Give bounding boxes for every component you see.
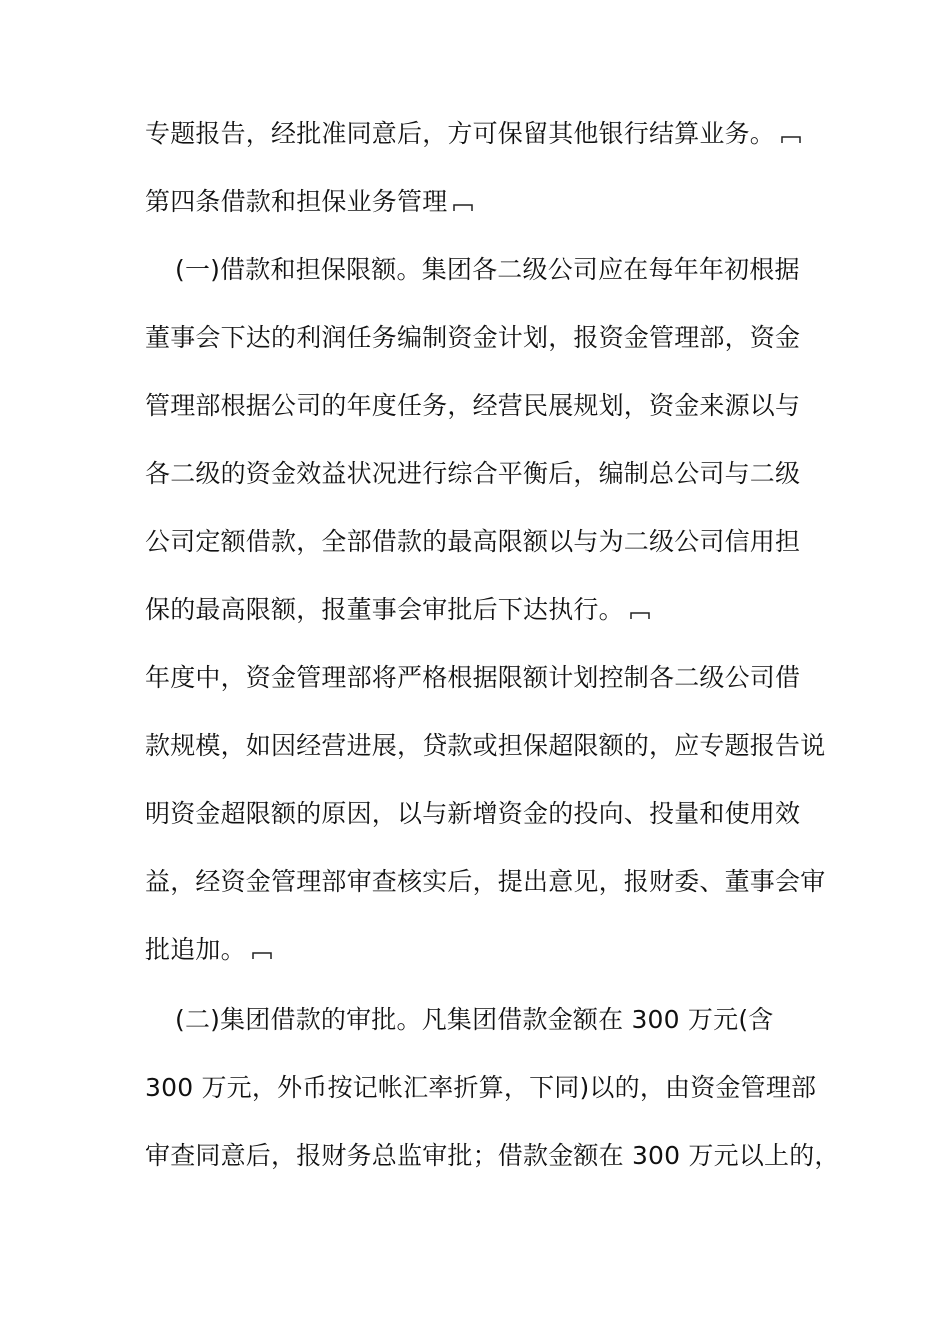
section-heading (145, 185, 473, 219)
line-text: 管理部根据公司的年度任务，经营民展规划，资金来源以与 (145, 391, 801, 420)
text-line (145, 661, 800, 695)
line-text: 专题报告，经批准同意后，方可保留其他银行结算业务。 (145, 119, 776, 148)
line-text: 保的最高限额，报董事会审批后下达执行。 (145, 595, 624, 624)
line-text: 年度中，资金管理部将严格根据限额计划控制各二级公司借 (145, 663, 801, 692)
text-line (145, 797, 800, 831)
line-text: 董事会下达的利润任务编制资金计划，报资金管理部，资金 (145, 323, 801, 352)
line-text: 第四条借款和担保业务管理 (145, 187, 448, 216)
text-line (175, 253, 800, 287)
line-text: 各二级的资金效益状况进行综合平衡后，编制总公司与二级 (145, 459, 801, 488)
paragraph-mark-icon (781, 134, 801, 144)
line-text: 款规模，如因经营进展，贷款或担保超限额的，应专题报告说 (145, 731, 826, 760)
line-text: 批追加。 (145, 935, 246, 964)
line-text: 审查同意后，报财务总监审批；借款金额在 300 万元以上的， (145, 1141, 840, 1170)
paragraph-mark-icon (252, 950, 272, 960)
line-text: 公司定额借款，全部借款的最高限额以与为二级公司信用担 (145, 527, 801, 556)
paragraph-mark-icon (630, 610, 650, 620)
text-line (145, 729, 825, 763)
text-line (175, 1003, 773, 1037)
line-text: 300 万元，外币按记帐汇率折算，下同)以的，由资金管理部 (145, 1073, 817, 1102)
text-line (145, 525, 800, 559)
text-line (145, 117, 801, 151)
text-line (145, 321, 800, 355)
text-line (145, 865, 825, 899)
paragraph-mark-icon (453, 202, 473, 212)
line-text: (一)借款和担保限额。集团各二级公司应在每年年初根据 (175, 255, 800, 284)
text-line (145, 933, 272, 967)
text-line (145, 457, 800, 491)
line-text: 益，经资金管理部审查核实后，提出意见，报财委、董事会审 (145, 867, 826, 896)
text-line (145, 389, 800, 423)
text-line (145, 1071, 816, 1105)
text-line (145, 1139, 840, 1173)
line-text: 明资金超限额的原因，以与新增资金的投向、投量和使用效 (145, 799, 801, 828)
line-text: (二)集团借款的审批。凡集团借款金额在 300 万元(含 (175, 1005, 774, 1034)
text-line (145, 593, 650, 627)
